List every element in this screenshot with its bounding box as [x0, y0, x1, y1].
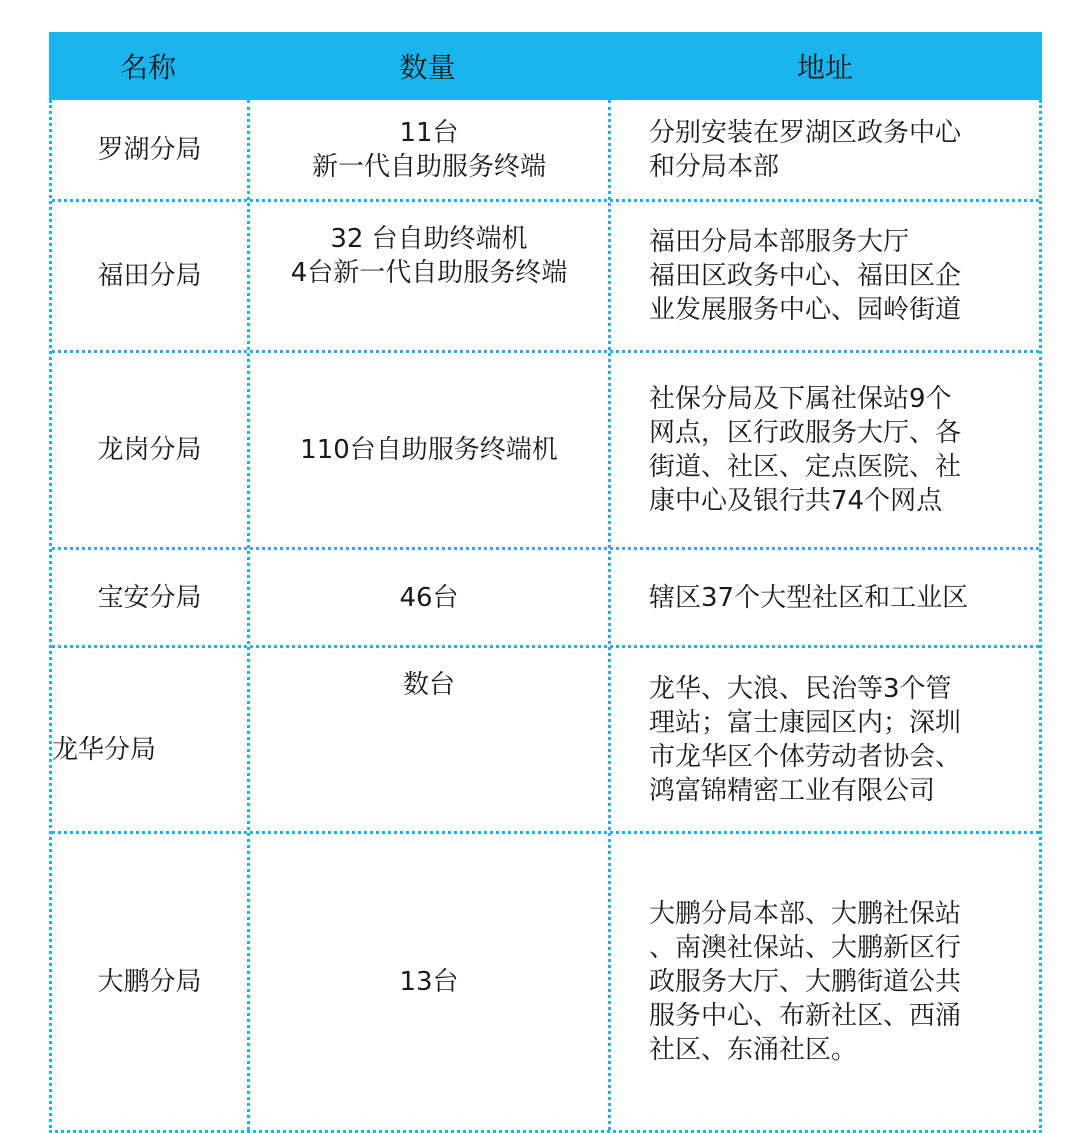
header-name: 名称: [119, 51, 176, 84]
table-row-name: 龙岗分局: [97, 435, 202, 465]
table-row-address: 分别安装在罗湖区政务中心 和分局本部: [649, 117, 962, 182]
table-row-address: 福田分局本部服务大厅 福田区政务中心、福田区企 业发展服务中心、园岭街道: [649, 227, 962, 325]
header-quantity: 数量: [399, 51, 456, 84]
table-row-quantity: 13台: [399, 967, 459, 997]
table-row-name: 大鹏分局: [97, 967, 202, 997]
branch-terminal-table: [49, 32, 1042, 1133]
table-body: [49, 100, 1042, 1133]
table-row-name: 罗湖分局: [97, 134, 202, 165]
table-row-address: 龙华、大浪、民治等3个管 理站；富士康园区内；深圳 市龙华区个体劳动者协会、 鸿富锦精密工业有限公司: [649, 673, 962, 806]
table-row-name: 龙华分局: [52, 734, 157, 765]
table-row-address: 辖区37个大型社区和工业区: [649, 582, 969, 613]
table-row-quantity: 32 台自助终端机 4台新一代自助服务终端: [290, 224, 568, 288]
header-address: 地址: [796, 51, 853, 84]
table-row-address: 社保分局及下属社保站9个 网点，区行政服务大厅、各 街道、社区、定点医院、社 康中心及银行共74个网点: [649, 384, 962, 516]
table-row-quantity: 11台 新一代自助服务终端: [311, 117, 546, 182]
table-row-quantity: 46台: [399, 582, 459, 613]
table-row-name: 福田分局: [97, 261, 202, 291]
table-header: [49, 32, 1042, 100]
table-row-address: 大鹏分局本部、大鹏社保站 、南澳社保站、大鹏新区行 政服务大厅、大鹏街道公共 服务中心、布新社区、西涌 社区、东涌社区。: [649, 899, 962, 1065]
table-row-name: 宝安分局: [97, 582, 202, 613]
table-row-quantity: 110台自助服务终端机: [300, 435, 558, 465]
table-row-quantity: 数台: [402, 670, 455, 700]
